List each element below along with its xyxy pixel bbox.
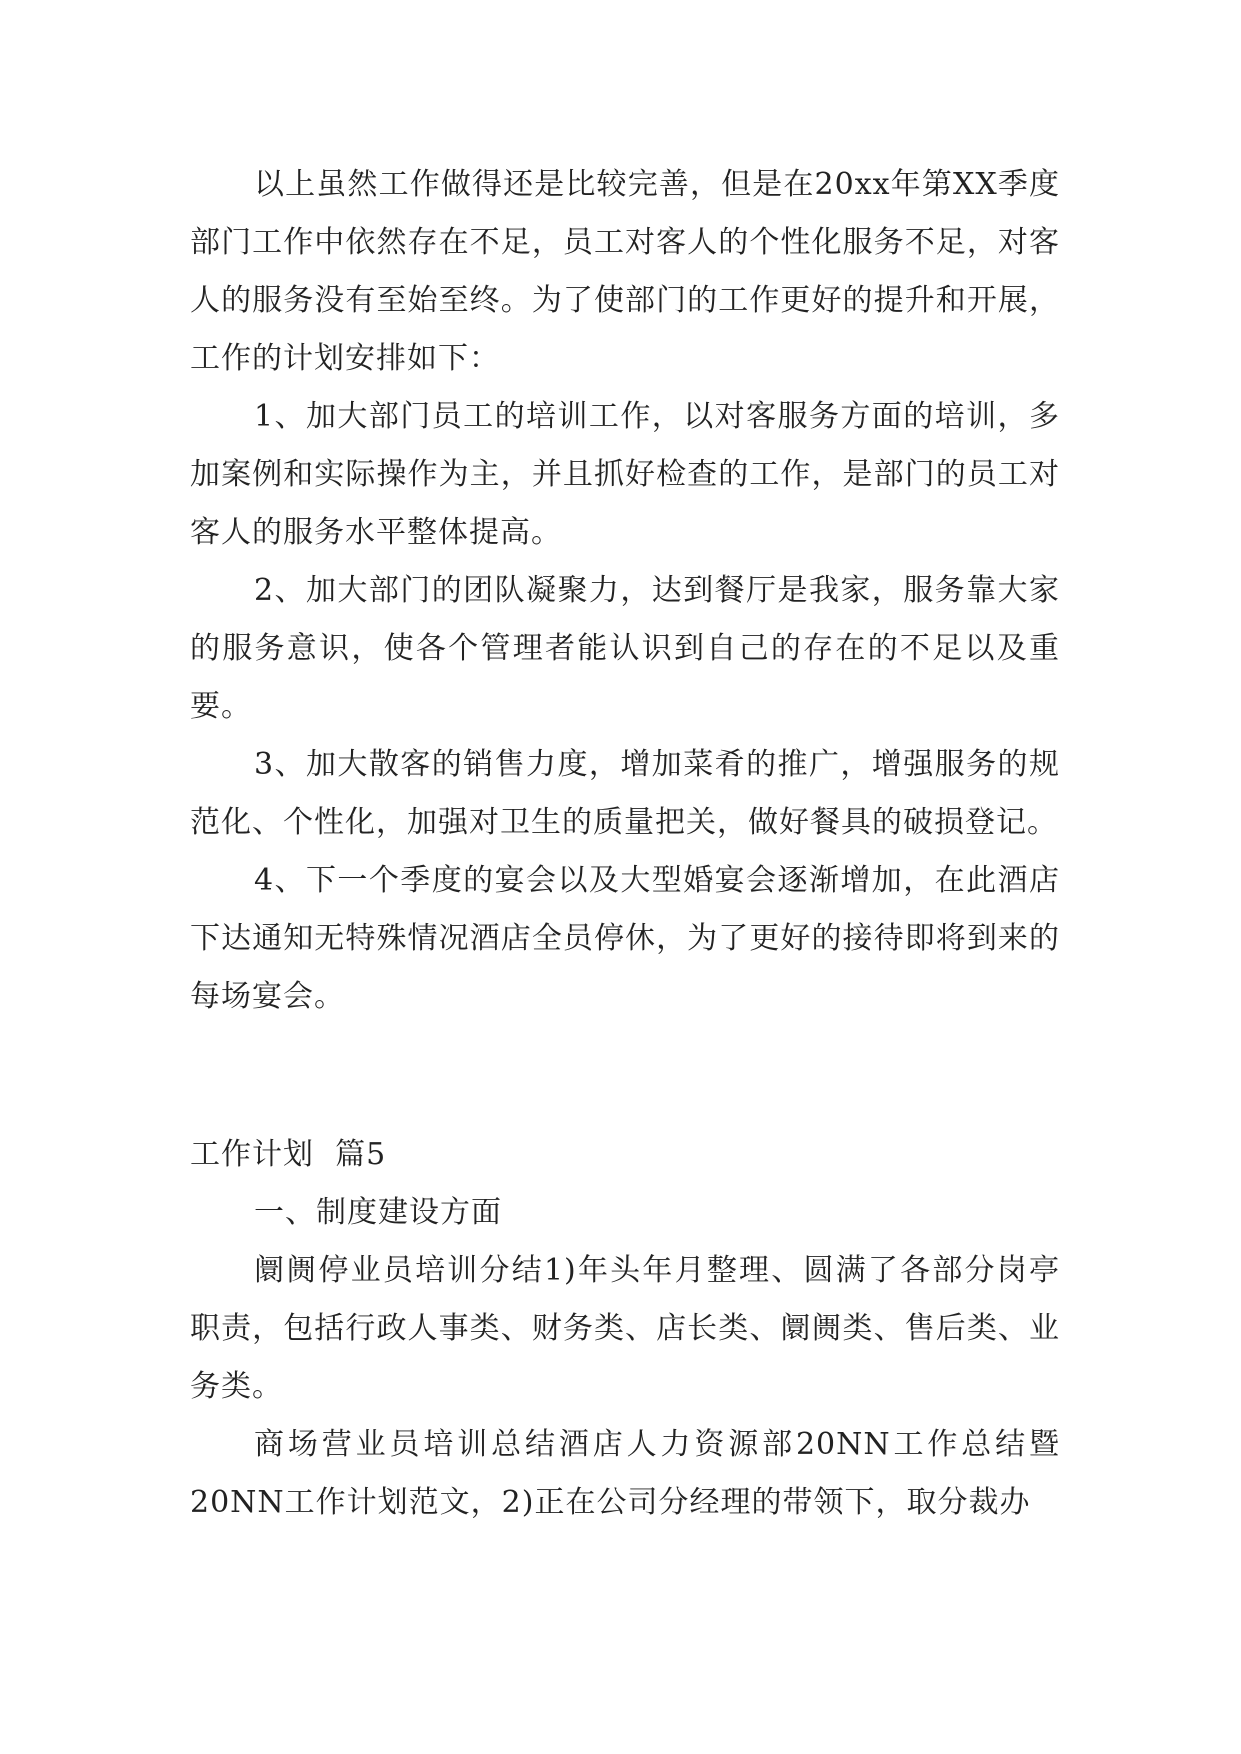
- plan-section-5: [190, 1126, 1060, 1532]
- body-paragraph: 阛阓停业员培训分结1)年头年月整理、圆满了各部分岗亭职责，包括行政人事类、财务类、店长类、阛阓类、售后类、业务类。: [190, 1253, 1060, 1404]
- plan-item-1: 1、加大部门员工的培训工作，以对客服务方面的培训，多加案例和实际操作为主，并且抓好检查的工作，是部门的员工对客人的服务水平整体提高。: [190, 399, 1060, 550]
- plan-section-continued: [190, 156, 1060, 1026]
- intro-paragraph: 以上虽然工作做得还是比较完善，但是在20xx年第XX季度部门工作中依然存在不足，员工对客人的个性化服务不足，对客人的服务没有至始至终。为了使部门的工作更好的提升和开展，工作的计划安排如下：: [190, 167, 1060, 376]
- body-paragraph: 商场营业员培训总结酒店人力资源部20NN工作总结暨20NN工作计划范文，2)正在公司分经理的带领下，取分裁办: [190, 1427, 1060, 1520]
- plan-item-2: 2、加大部门的团队凝聚力，达到餐厅是我家，服务靠大家的服务意识，使各个管理者能认识到自己的存在的不足以及重要。: [190, 573, 1060, 724]
- plan-item-3: 3、加大散客的销售力度，增加菜肴的推广，增强服务的规范化、个性化，加强对卫生的质量把关，做好餐具的破损登记。: [190, 747, 1060, 840]
- subsection-title: 一、制度建设方面: [254, 1195, 502, 1230]
- plan-item-4: 4、下一个季度的宴会以及大型婚宴会逐渐增加，在此酒店下达通知无特殊情况酒店全员停休，为了更好的接待即将到来的每场宴会。: [190, 863, 1060, 1014]
- section-heading: 工作计划 篇5: [190, 1137, 387, 1172]
